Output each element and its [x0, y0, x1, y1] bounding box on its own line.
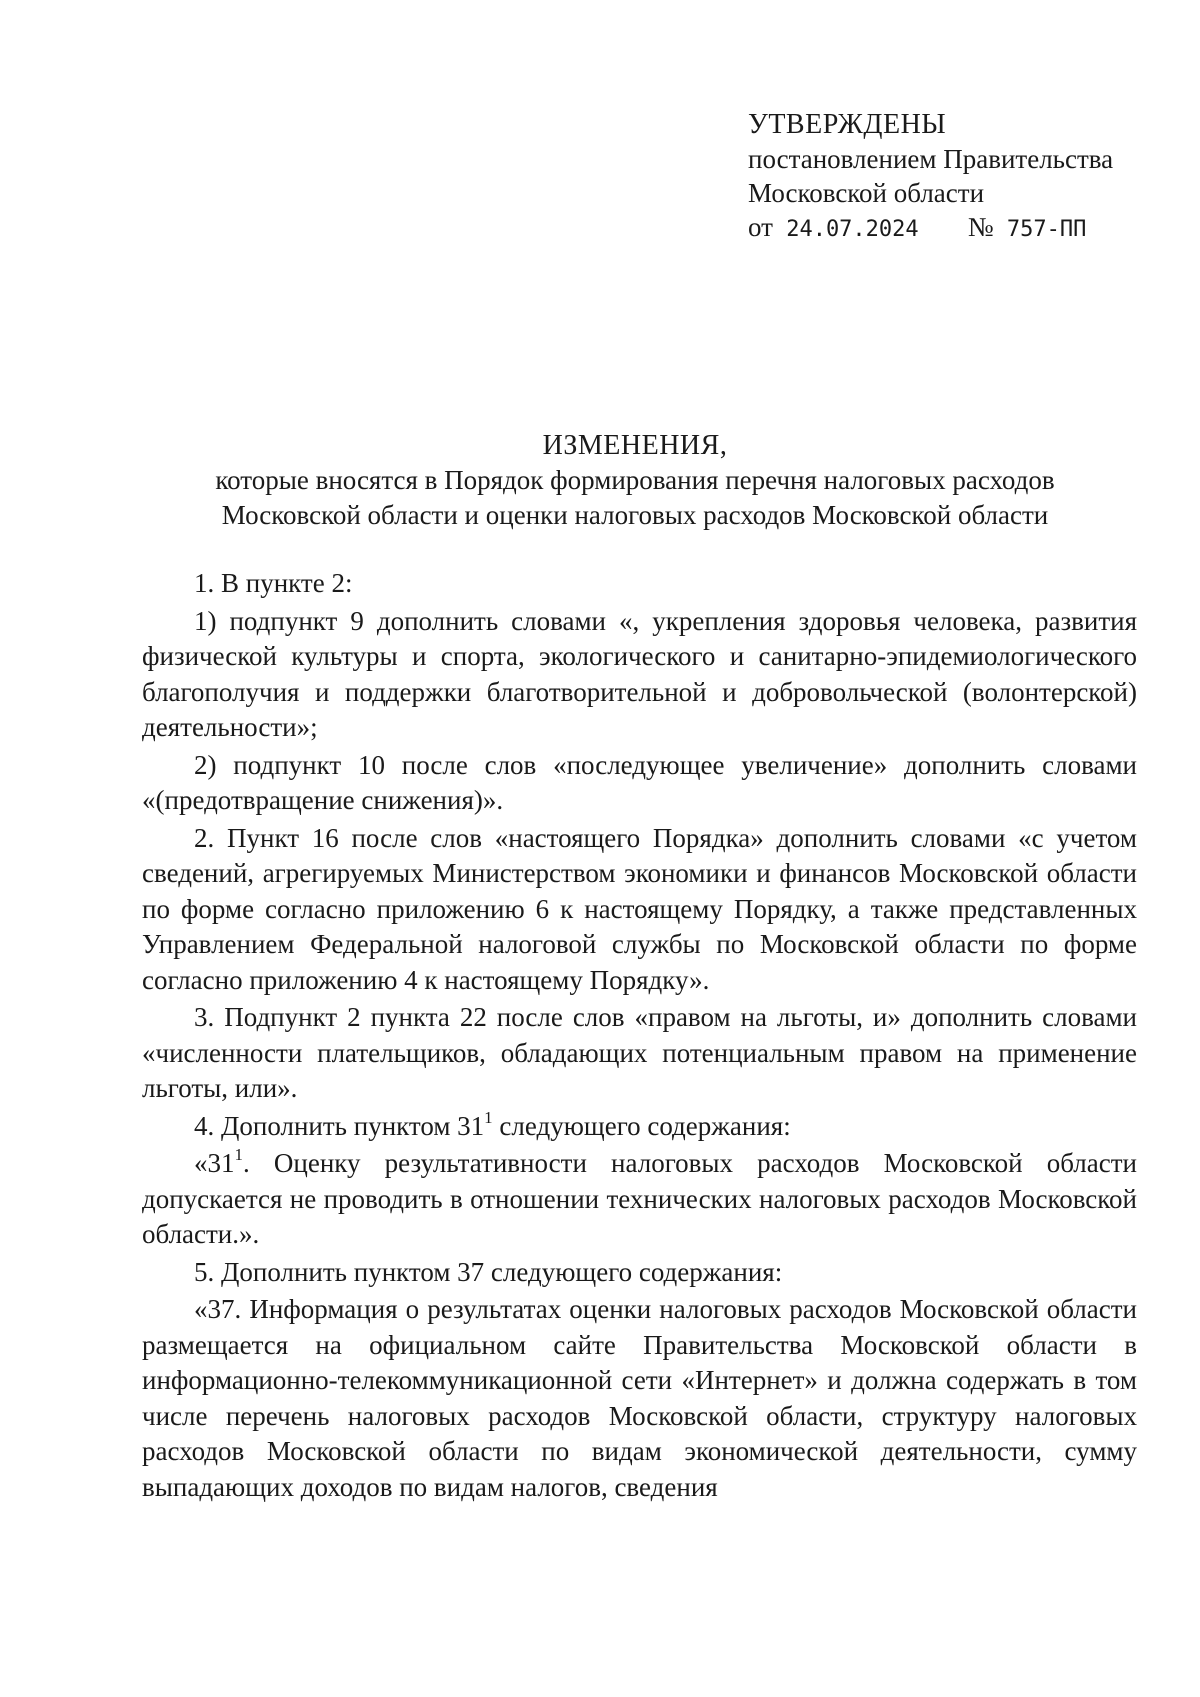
paragraph-9: «37. Информация о результатах оценки налоговых расходов Московской области размещается на официальном сайте Правительства Московской области в информационно-телекоммуникационной сети «Интернет» и должна содержать в том числе перечень налоговых расходов Московской области, структуру налоговых расходов Московской области по видам экономической деятельности, сумму выпадающих доходов по видам налогов, сведения [142, 1294, 1137, 1502]
paragraph-7-text-before: «31 [194, 1148, 235, 1178]
approval-stamp [748, 108, 1148, 247]
paragraph-4: 2. Пункт 16 после слов «настоящего Порядка» дополнить словами «с учетом сведений, агрегируемых Министерством экономики и финансов Московской области по форме согласно приложению 6 к настоящему Порядку, а также представленных Управлением Федеральной налоговой службы по Московской области по форме согласно приложению 4 к настоящему Порядку». [142, 822, 1137, 995]
document-title-block [140, 428, 1130, 533]
approval-line-2: Московской области [748, 178, 985, 208]
document-subtitle-line-2: Московской области и оценки налоговых расходов Московской области [221, 500, 1049, 530]
paragraph-6-text-before: 4. Дополнить пунктом 31 [194, 1110, 485, 1141]
paragraph-7-superscript: 1 [234, 1145, 243, 1164]
paragraph-7-text-after: . Оценку результативности налоговых расходов Московской области допускается не проводить в отношении технических налоговых расходов Московской области.». [142, 1148, 1137, 1249]
document-title: ИЗМЕНЕНИЯ, [542, 430, 728, 461]
paragraph-3: 2) подпункт 10 после слов «последующее увеличение» дополнить словами «(предотвращение снижения)». [142, 749, 1137, 815]
paragraph-8: 5. Дополнить пунктом 37 следующего содержания: [194, 1256, 783, 1287]
document-subtitle-line-1: которые вносятся в Порядок формирования перечня налоговых расходов [215, 465, 1055, 495]
paragraph-7 [142, 1146, 1137, 1253]
paragraph-2: 1) подпункт 9 дополнить словами «, укрепления здоровья человека, развития физической культуры и спорта, экологического и санитарно-эпидемиологического благополучия и поддержки благотворительной и добровольческой (волонтерской) деятельности»; [142, 605, 1137, 742]
paragraph-6-text-after: следующего содержания: [492, 1110, 791, 1141]
approval-line-1: постановлением Правительства [748, 144, 1114, 174]
paragraph-6 [142, 1109, 1137, 1145]
document-body [142, 566, 1137, 1505]
date-prefix: от [748, 212, 773, 242]
approval-heading: УТВЕРЖДЕНЫ [748, 109, 947, 140]
approval-date: 24.07.2024 [786, 217, 919, 242]
paragraph-5: 3. Подпункт 2 пункта 22 после слов «правом на льготы, и» дополнить словами «численности плательщиков, обладающих потенциальным правом на применение льготы, или». [142, 1002, 1137, 1103]
paragraph-6-superscript: 1 [484, 1107, 493, 1127]
number-sign: № [967, 212, 994, 242]
approval-number: 757-ПП [1006, 217, 1087, 242]
paragraph-1: 1. В пункте 2: [194, 568, 353, 598]
approval-date-line [748, 210, 1148, 247]
